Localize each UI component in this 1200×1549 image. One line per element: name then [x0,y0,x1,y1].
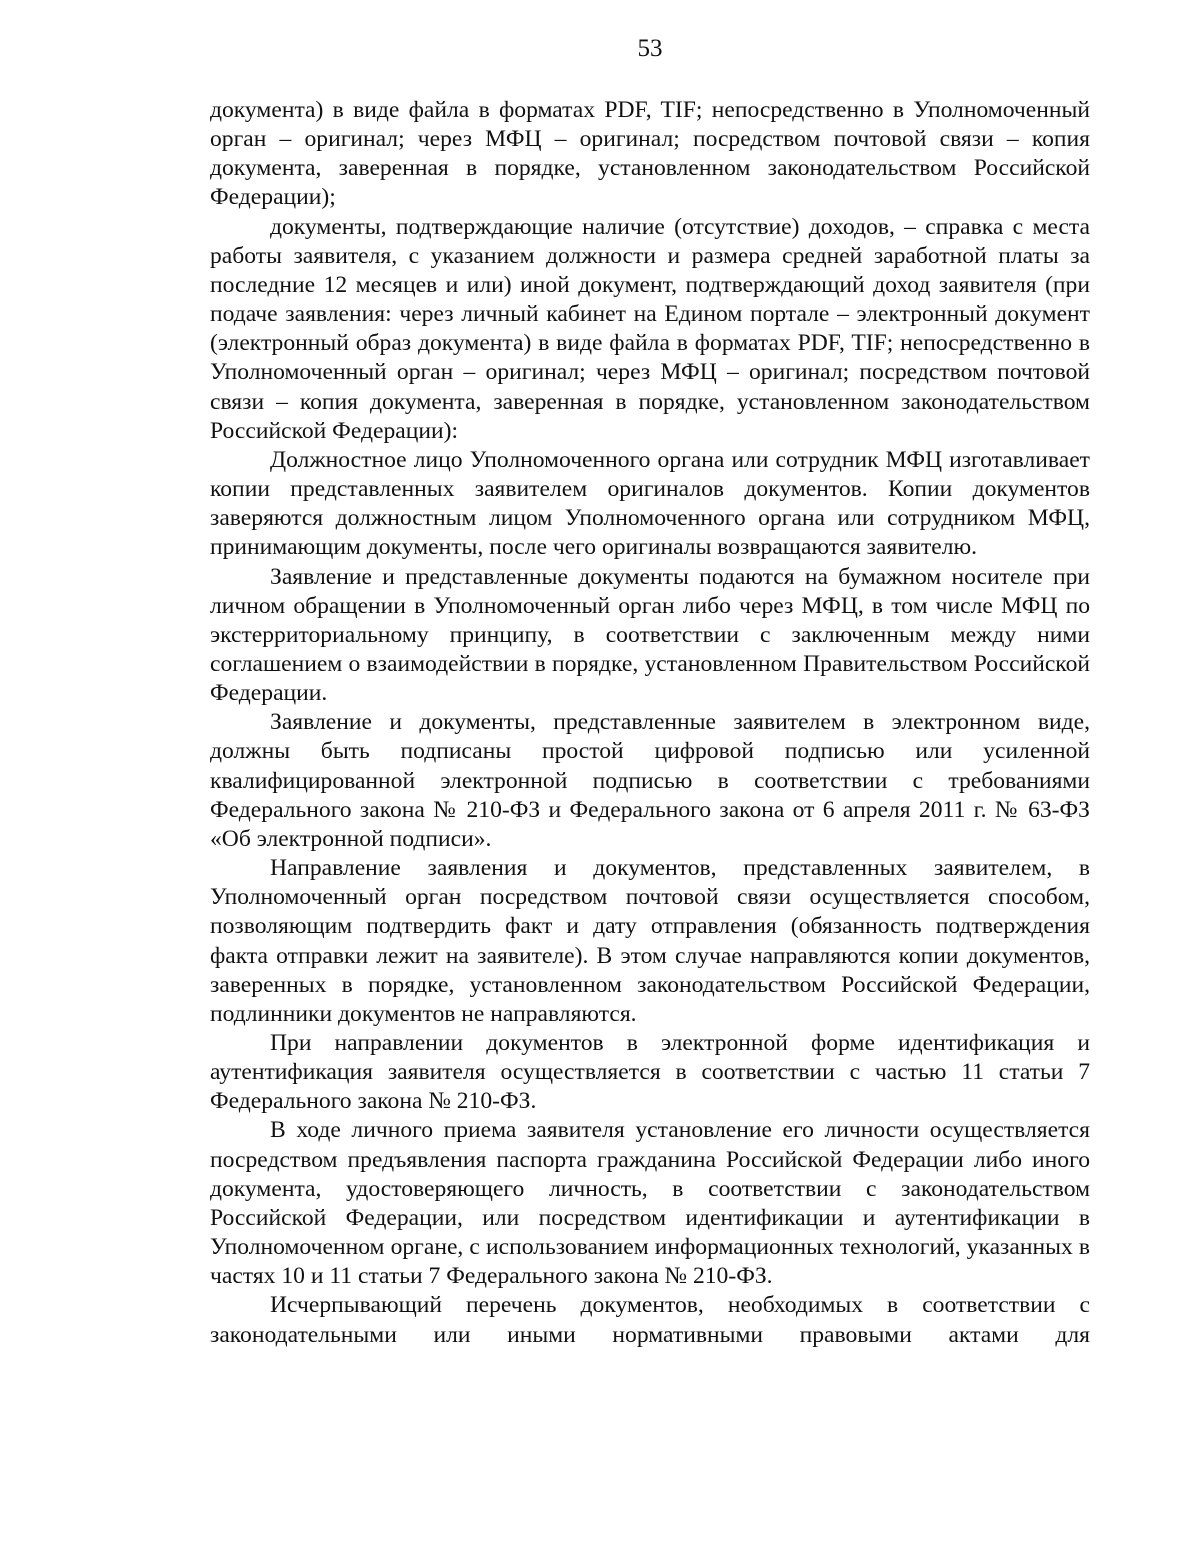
paragraph-6: Направление заявления и документов, представленных заявителем, в Уполномоченный орган посредством почтовой связи осуществляется способом, позволяющим подтвердить факт и дату отправления (обязанность подтверждения факта отправки лежит на заявителе). В этом случае направляются копии документов, заверенных в порядке, установленном законодательством Российской Федерации, подлинники документов не направляются. [210,855,1090,1027]
paragraph-1: документа) в виде файла в форматах PDF, TIF; непосредственно в Уполномоченный орган – оригинал; через МФЦ – оригинал; посредством почтовой связи – копия документа, заверенная в порядке, установленном законодательством Российской Федерации); [210,97,1090,211]
paragraph-4: Заявление и представленные документы подаются на бумажном носителе при личном обращении в Уполномоченный орган либо через МФЦ, в том числе МФЦ по экстерриториальному принципу, в соответствии с заключенным между ними соглашением о взаимодействии в порядке, установленном Правительством Российской Федерации. [210,563,1090,707]
paragraph-3: Должностное лицо Уполномоченного органа или сотрудник МФЦ изготавливает копии представленных заявителем оригиналов документов. Копии документов заверяются должностным лицом Уполномоченного органа или сотрудником МФЦ, принимающим документы, после чего оригиналы возвращаются заявителю. [210,446,1090,561]
paragraph-8: В ходе личного приема заявителя установление его личности осуществляется посредством предъявления паспорта гражданина Российской Федерации либо иного документа, удостоверяющего личность, в соответствии с законодательством Российской Федерации, или посредством идентификации и аутентификации в Уполномоченном органе, с использованием информационных технологий, указанных в частях 10 и 11 статьи 7 Федерального закона № 210-ФЗ. [210,1117,1090,1290]
paragraph-2: документы, подтверждающие наличие (отсутствие) доходов, – справка с места работы заявителя, с указанием должности и размера средней заработной платы за последние 12 месяцев и или) иной документ, подтверждающий доход заявителя (при подаче заявления: через личный кабинет на Едином портале – электронный документ (электронный образ документа) в виде файла в форматах PDF, TIF; непосредственно в Уполномоченный орган – оригинал; через МФЦ – оригинал; посредством почтовой связи – копия документа, заверенная в порядке, установленном законодательством Российской Федерации): [210,213,1090,444]
paragraph-5: Заявление и документы, представленные заявителем в электронном виде, должны быть подписаны простой цифровой подписью или усиленной квалифицированной электронной подписью в соответствии с требованиями Федерального закона № 210-ФЗ и Федерального закона от 6 апреля 2011 г. № 63-ФЗ «Об электронной подписи». [210,709,1090,852]
page-number: 53 [637,35,663,62]
document-body [210,96,1090,1350]
paragraph-9: Исчерпывающий перечень документов, необходимых в соответствии с законодательными или иными нормативными правовыми актами для [210,1292,1090,1348]
paragraph-7: При направлении документов в электронной форме идентификация и аутентификация заявителя осуществляется в соответствии с частью 11 статьи 7 Федерального закона № 210-ФЗ. [210,1030,1090,1115]
